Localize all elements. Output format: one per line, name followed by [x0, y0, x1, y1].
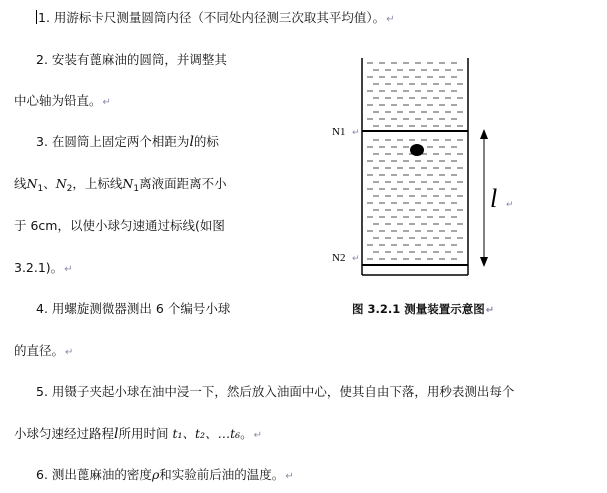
ball	[410, 144, 424, 156]
step-3-line2-b: ，上标线	[72, 176, 123, 191]
apparatus-figure	[322, 55, 562, 325]
step-1	[36, 10, 395, 28]
step-4-text-2: 的直径。	[14, 343, 65, 358]
step-5-line2-end: 。	[240, 426, 253, 441]
step-3-line-1	[36, 134, 219, 150]
var-n1: N	[26, 176, 38, 191]
arrow-head-up	[480, 129, 488, 139]
step-6-number: 6.	[36, 467, 48, 482]
text-cursor	[36, 10, 37, 24]
step-5-text-1: 用镊子夹起小球在油中浸一下，然后放入油面中心，使其自由下落，用秒表测出每个	[51, 384, 515, 399]
separator: 、	[43, 176, 56, 191]
step-5-line2-a: 小球匀速经过路程	[14, 426, 115, 441]
step-5-line2-b: 所用时间	[118, 426, 169, 441]
step-4-line-2	[14, 343, 73, 361]
label-l: l	[490, 184, 498, 213]
step-3-line2-a: 线	[14, 176, 27, 191]
paragraph-mark: ↵	[352, 254, 360, 264]
var-n2-sub: 2	[66, 184, 73, 194]
variable-l: l	[114, 426, 119, 442]
step-4-number: 4.	[36, 301, 48, 316]
step-2-text-1: 安装有蓖麻油的圆筒，并调整其	[51, 52, 227, 67]
var-n2: N	[55, 176, 67, 191]
paragraph-mark: ↵	[506, 200, 514, 210]
step-3-line-3	[14, 218, 225, 234]
time-list: t₁、t₂、…t₆	[172, 426, 241, 441]
step-2-text-2: 中心轴为铅直。	[14, 93, 102, 108]
step-3-line3: 于 6cm，以使小球匀速通过标线(如图	[14, 218, 225, 233]
step-3-line-2	[14, 176, 227, 197]
step-6	[36, 467, 294, 485]
var-n1-sub: 1	[37, 184, 44, 194]
step-3-line-4	[14, 260, 73, 278]
paragraph-mark: ↵	[386, 14, 395, 25]
step-6-text-b: 和实验前后油的温度。	[159, 467, 285, 482]
paragraph-mark: ↵	[485, 305, 495, 316]
paragraph-mark: ↵	[352, 128, 360, 138]
step-2-line-2	[14, 93, 111, 111]
label-n1: N1	[332, 126, 346, 138]
symbol-rho: ρ	[151, 467, 160, 482]
step-2-number: 2.	[36, 52, 48, 67]
step-4-text-1: 用螺旋测微器测出 6 个编号小球	[51, 301, 231, 316]
step-4-line-1	[36, 301, 230, 317]
step-3-text-a: 在圆筒上固定两个相距为	[51, 134, 190, 149]
figure-caption-text: 图 3.2.1 测量装置示意图	[352, 302, 485, 316]
figure-caption	[352, 301, 494, 317]
step-5-line-1	[36, 384, 514, 400]
paragraph-mark: ↵	[102, 97, 111, 108]
var-n1-b-sub: 1	[133, 184, 140, 194]
step-1-number: 1.	[38, 10, 50, 25]
paragraph-mark: ↵	[64, 264, 73, 275]
paragraph-mark: ↵	[65, 347, 74, 358]
step-5-number: 5.	[36, 384, 48, 399]
step-3-text-b: 的标	[193, 134, 219, 149]
step-2-line-1	[36, 52, 227, 68]
step-3-line2-c: 离液面距离不小	[139, 176, 227, 191]
step-6-text-a: 测出蓖麻油的密度	[51, 467, 152, 482]
oil-fill	[367, 63, 463, 259]
paragraph-mark: ↵	[285, 471, 294, 482]
variable-l: l	[189, 134, 194, 150]
step-5-line-2	[14, 426, 262, 444]
var-n1-b: N	[122, 176, 134, 191]
paragraph-mark: ↵	[253, 430, 263, 441]
step-1-text: 用游标卡尺测量圆筒内径（不同处内径测三次取其平均值）。	[53, 10, 386, 25]
label-n2: N2	[332, 252, 346, 264]
arrow-head-down	[480, 257, 488, 267]
step-3-number: 3.	[36, 134, 48, 149]
step-3-line4: 3.2.1)。	[14, 260, 64, 275]
